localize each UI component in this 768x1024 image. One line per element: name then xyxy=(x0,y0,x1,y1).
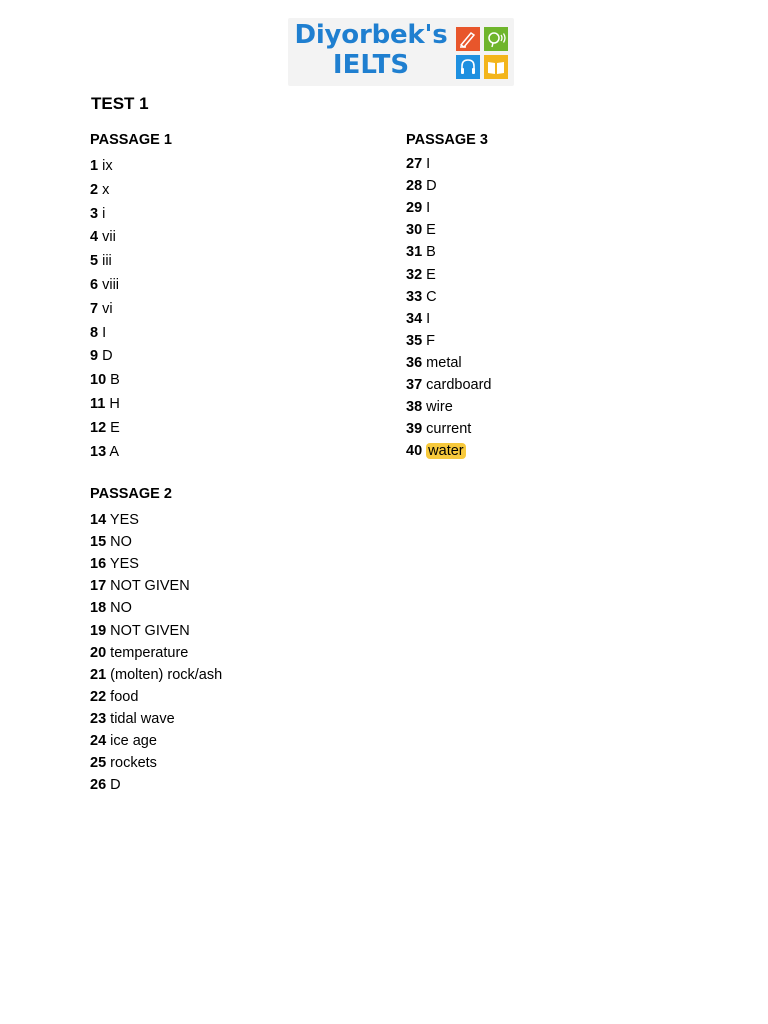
answer-row xyxy=(90,300,113,318)
answer-row xyxy=(406,354,462,372)
answer-text: food xyxy=(110,688,139,705)
answer-text: D xyxy=(110,777,121,794)
answer-text: temperature xyxy=(110,644,189,661)
question-number: 40 xyxy=(406,443,423,460)
question-number: 11 xyxy=(90,396,106,412)
question-number: 4 xyxy=(90,229,99,246)
question-number: 33 xyxy=(406,288,423,305)
question-number: 12 xyxy=(90,419,107,436)
reading-icon xyxy=(484,55,508,79)
answer-text: i xyxy=(102,205,106,222)
brand-line-2: IELTS xyxy=(332,50,410,80)
answer-row xyxy=(90,622,190,640)
passage-2-heading: PASSAGE 2 xyxy=(90,486,172,502)
answer-text: YES xyxy=(109,556,139,573)
question-number: 27 xyxy=(406,156,423,172)
question-number: 23 xyxy=(90,710,107,727)
question-number: 22 xyxy=(90,688,107,705)
answer-row xyxy=(406,332,435,350)
question-number: 25 xyxy=(90,755,107,772)
answer-row xyxy=(90,577,190,595)
answer-text: x xyxy=(102,181,110,198)
answer-row xyxy=(90,776,121,794)
question-number: 14 xyxy=(90,512,107,528)
question-number: 15 xyxy=(90,534,107,551)
question-number: 2 xyxy=(90,181,99,198)
answer-text: D xyxy=(102,348,113,365)
brand-logo xyxy=(288,18,514,86)
answer-text: rockets xyxy=(110,755,157,772)
answer-text: C xyxy=(426,288,437,305)
answer-row xyxy=(406,288,437,306)
answer-text: E xyxy=(426,266,436,283)
answer-text: I xyxy=(102,324,107,341)
question-number: 20 xyxy=(90,644,107,661)
answer-row xyxy=(406,442,466,460)
question-number: 29 xyxy=(406,200,423,217)
question-number: 19 xyxy=(90,622,107,639)
speaking-icon xyxy=(484,27,508,51)
question-number: 8 xyxy=(90,324,99,341)
answer-text: wire xyxy=(426,399,453,416)
passage-3-heading: PASSAGE 3 xyxy=(406,132,488,148)
passage-1-heading: PASSAGE 1 xyxy=(90,132,172,148)
answer-text: vii xyxy=(102,229,116,246)
answer-row xyxy=(406,310,430,328)
answer-row xyxy=(406,376,491,394)
highlighted-answer: water xyxy=(428,443,464,460)
answer-text: vi xyxy=(102,300,113,317)
answer-text: B xyxy=(426,244,436,261)
answer-text: B xyxy=(110,372,120,389)
answer-text: NO xyxy=(110,534,132,551)
answer-row xyxy=(90,688,138,706)
answer-text: E xyxy=(426,222,436,239)
answer-text: A xyxy=(109,443,120,460)
answer-row xyxy=(90,347,113,365)
question-number: 28 xyxy=(406,178,423,195)
question-number: 37 xyxy=(406,377,423,393)
test-title: TEST 1 xyxy=(91,94,149,113)
answer-row xyxy=(406,266,436,284)
question-number: 32 xyxy=(406,266,423,283)
question-number: 5 xyxy=(90,253,99,270)
question-number: 17 xyxy=(90,578,107,595)
answer-text: I xyxy=(426,200,431,217)
question-number: 9 xyxy=(90,348,99,365)
question-number: 10 xyxy=(90,372,107,389)
answer-row xyxy=(406,398,453,416)
question-number: 31 xyxy=(406,244,423,261)
answer-row xyxy=(90,419,120,437)
answer-text: D xyxy=(426,178,437,195)
answer-row xyxy=(90,205,105,223)
answer-row xyxy=(90,252,112,270)
question-number: 3 xyxy=(90,205,99,222)
listening-icon xyxy=(456,55,480,79)
question-number: 26 xyxy=(90,777,107,794)
answer-text: ice age xyxy=(110,733,157,749)
answer-text: tidal wave xyxy=(110,710,175,727)
question-number: 18 xyxy=(90,600,107,617)
answer-text: H xyxy=(109,396,120,412)
question-number: 39 xyxy=(406,421,423,438)
answer-text: E xyxy=(110,419,120,436)
answer-row xyxy=(90,710,175,728)
answer-row xyxy=(90,443,119,461)
answer-row xyxy=(90,666,222,684)
question-number: 36 xyxy=(406,354,423,371)
question-number: 34 xyxy=(406,310,423,327)
answer-text: ix xyxy=(102,158,113,174)
answer-row xyxy=(90,395,120,413)
answer-row xyxy=(406,155,430,173)
answer-text: viii xyxy=(102,277,120,293)
answer-text: YES xyxy=(109,512,139,528)
answer-row xyxy=(406,420,471,438)
answer-row xyxy=(90,599,132,617)
question-number: 38 xyxy=(406,399,423,416)
answer-text: I xyxy=(426,156,431,172)
answer-row xyxy=(90,533,132,551)
answer-text: (molten) rock/ash xyxy=(110,666,223,683)
answer-text: NOT GIVEN xyxy=(110,622,190,639)
answer-text: NO xyxy=(110,600,132,617)
answer-row xyxy=(90,324,106,342)
question-number: 30 xyxy=(406,222,423,239)
answer-text: iii xyxy=(102,253,112,270)
question-number: 21 xyxy=(90,666,107,683)
question-number: 35 xyxy=(406,332,423,349)
answer-row xyxy=(406,199,430,217)
answer-text: current xyxy=(426,421,472,438)
answer-text: cardboard xyxy=(426,377,492,393)
question-number: 1 xyxy=(90,158,99,174)
question-number: 7 xyxy=(90,300,99,317)
brand-wordmark xyxy=(288,20,454,80)
answer-row xyxy=(90,371,120,389)
answer-row xyxy=(90,555,139,573)
answer-row xyxy=(406,243,436,261)
answer-row xyxy=(90,511,139,529)
answer-row xyxy=(90,157,113,175)
question-number: 24 xyxy=(90,733,107,749)
answer-row xyxy=(90,644,188,662)
answer-row xyxy=(90,181,109,199)
question-number: 6 xyxy=(90,277,99,293)
answer-row xyxy=(90,732,157,750)
answer-text: F xyxy=(426,332,436,349)
answer-text: metal xyxy=(426,354,462,371)
answer-text: NOT GIVEN xyxy=(110,578,190,595)
answer-row xyxy=(90,228,116,246)
answer-row xyxy=(90,276,119,294)
answer-text: I xyxy=(426,310,431,327)
answer-row xyxy=(406,221,436,239)
answer-row xyxy=(406,177,437,195)
question-number: 13 xyxy=(90,443,107,460)
writing-icon xyxy=(456,27,480,51)
answer-row xyxy=(90,754,157,772)
brand-line-1: Diyorbek's xyxy=(294,20,448,50)
question-number: 16 xyxy=(90,556,107,573)
